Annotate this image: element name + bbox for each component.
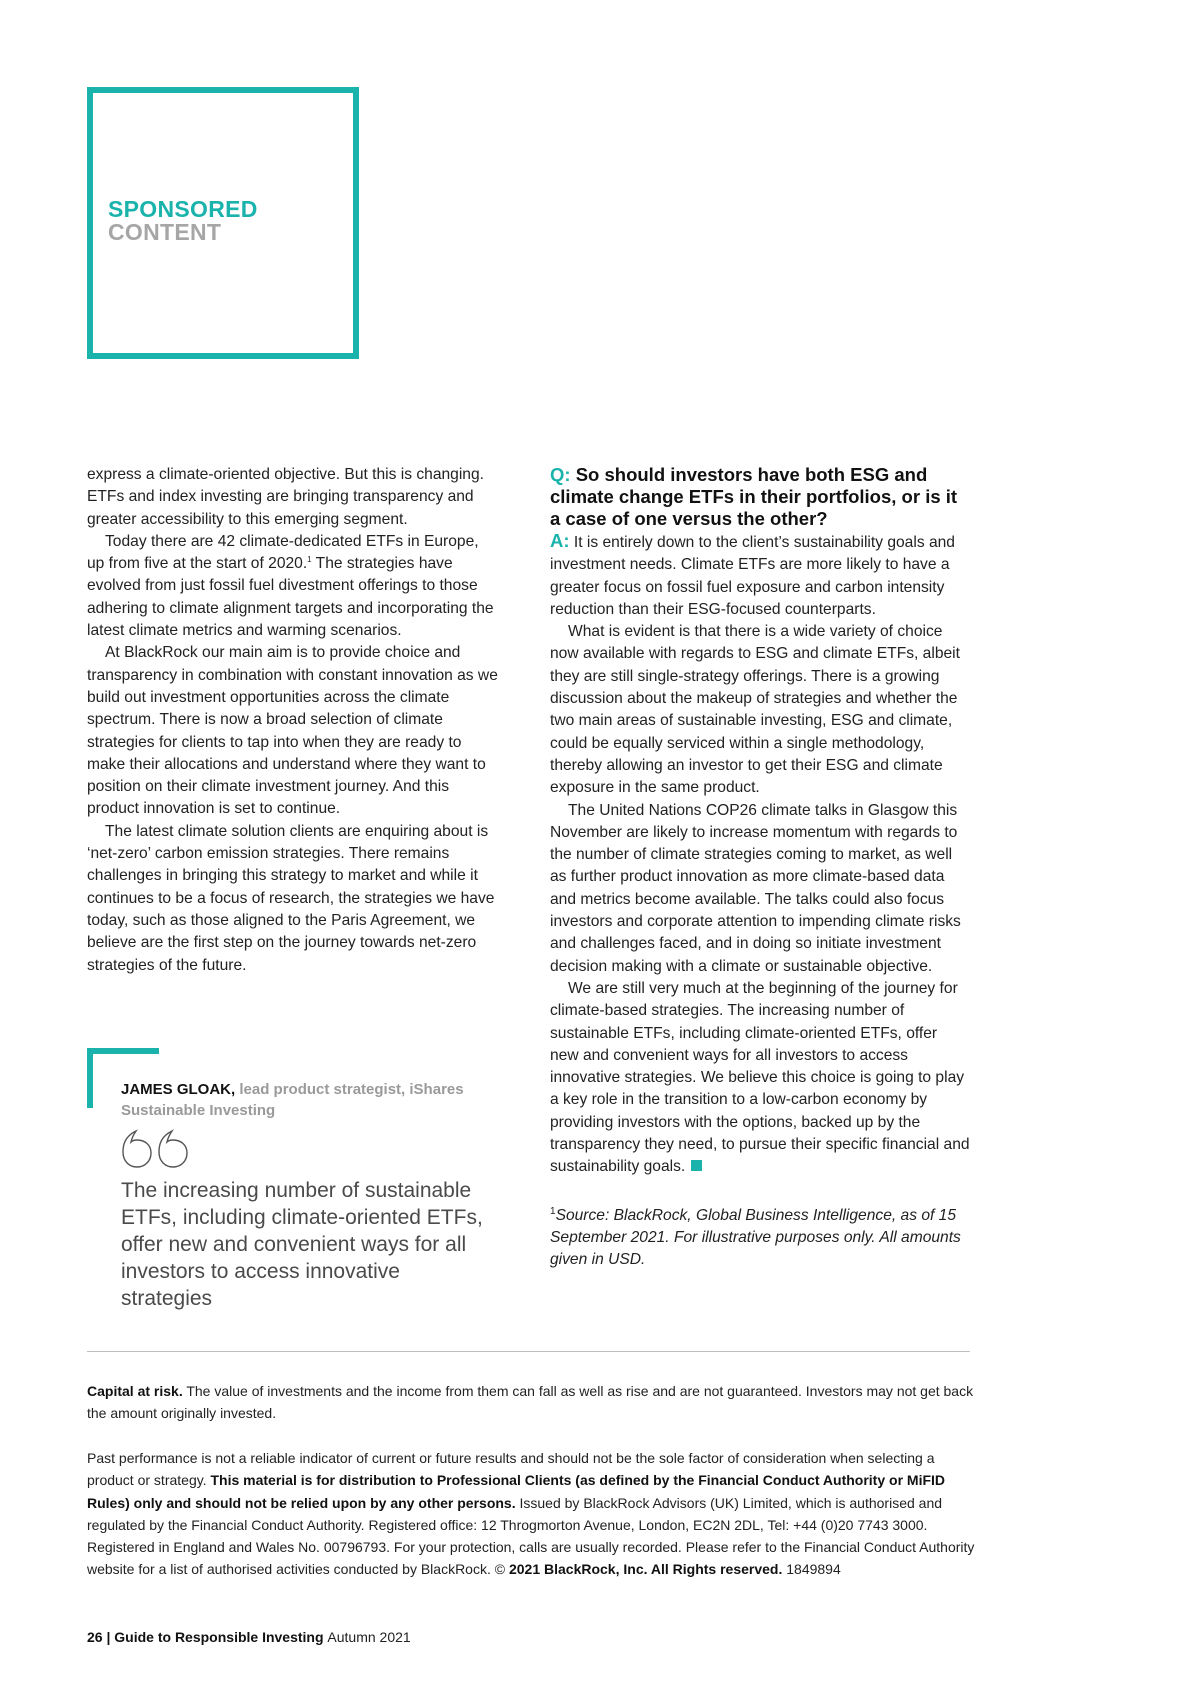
publication-title: Guide to Responsible Investing: [114, 1629, 324, 1645]
author-name: JAMES GLOAK,: [121, 1081, 236, 1098]
answer-label: A:: [550, 530, 570, 551]
disclaimer-1-bold: Capital at risk.: [87, 1383, 183, 1399]
issue-label: Autumn 2021: [327, 1629, 411, 1645]
question-text: So should investors have both ESG and climate change ETFs in their portfolios, or is it a case of one versus the other?: [550, 464, 958, 529]
quote-marks-icon: [120, 1128, 200, 1170]
answer-paragraph-1: [550, 530, 970, 621]
answer-paragraph-1-text: It is entirely down to the client’s sustainability goals and investment needs. Climate ETFs are more likely to have a greater focus on fossil fuel exposure and carbon intensity reduction than their ESG-focused counterparts.: [550, 534, 955, 618]
footnote: [550, 1201, 970, 1272]
end-of-article-icon: [691, 1160, 702, 1171]
footer-separator: |: [102, 1629, 115, 1645]
answer-paragraph-2: What is evident is that there is a wide variety of choice now available with regards to ESG and climate ETFs, albeit they are still single-strategy offerings. There is a growing discussion about the makeup of strategies and whether the two main areas of sustainable investing, ESG and climate, could be equally serviced within a single methodology, thereby allowing an investor to get their ESG and climate exposure in the same product.: [550, 623, 960, 797]
footnote-reference: 1: [307, 555, 312, 564]
disclaimer-capital-at-risk: [87, 1380, 977, 1425]
page-footer: [87, 1627, 411, 1647]
answer-paragraph-4: [550, 978, 970, 1179]
footnote-text: Source: BlackRock, Global Business Intelligence, as of 15 September 2021. For illustrative purposes only. All amounts given in USD.: [550, 1206, 961, 1269]
left-paragraph-3: At BlackRock our main aim is to provide choice and transparency in combination with constant innovation as we build out investment opportunities across the climate spectrum. There is now a broad selection of climate strategies for clients to tap into when they are ready to make their allocations and understand where they want to position on their climate investment journey. And this product innovation is set to continue.: [87, 644, 498, 818]
disclaimer-2-bold-1: This material is for distribution to Professional Clients (as defined by the Financial Conduct Authority or MiFID Rules) only and should not be relied upon by any other persons.: [87, 1472, 946, 1511]
left-paragraph-2-text-b: The strategies have evolved from just fossil fuel divestment offerings to those adhering to climate alignment targets and incorporating the latest climate metrics and warming scenarios.: [87, 555, 494, 640]
section-divider: [87, 1351, 970, 1352]
sponsored-label-line1: SPONSORED: [108, 196, 258, 222]
left-paragraph-4: The latest climate solution clients are enquiring about is ‘net-zero’ carbon emission strategies. There remains challenges in bringing this strategy to market and while it continues to be a focus of research, the strategies we have today, such as those aligned to the Paris Agreement, we believe are the first step on the journey towards net-zero strategies of the future.: [87, 822, 495, 974]
pull-quote-text: The increasing number of sustainable ETFs, including climate-oriented ETFs, offer new and convenient ways for all investors to access innovative strategies: [121, 1179, 483, 1310]
footnote-number: 1: [550, 1205, 556, 1217]
right-column: [550, 464, 970, 1272]
left-column: [87, 464, 500, 977]
disclaimer-2-text-3: 1849894: [782, 1561, 841, 1578]
sponsored-label-line2: CONTENT: [108, 219, 222, 245]
left-paragraph-1: express a climate-oriented objective. But this is changing. ETFs and index investing are bringing transparency and greater accessibility to this emerging segment.: [87, 466, 484, 528]
disclaimer-2-text-1: Past performance is not a reliable indicator of current or future results and should not be the sole factor of consideration when selecting a product or strategy.: [87, 1450, 935, 1489]
author-role: lead product strategist, iShares Sustainable Investing: [121, 1081, 464, 1119]
question: [550, 464, 970, 530]
left-paragraph-2-text-a: Today there are 42 climate-dedicated ETFs in Europe, up from five at the start of 2020.: [87, 532, 479, 573]
answer-paragraph-3: The United Nations COP26 climate talks in Glasgow this November are likely to increase momentum with regards to the number of climate strategies coming to market, as well as further product innovation as more climate-based data and metrics become available. The talks could also focus investors and corporate attention to impending climate risks and challenges faced, and in doing so initiate investment decision making with a climate or sustainable objective.: [550, 801, 961, 975]
disclaimer-1-text: The value of investments and the income from them can fall as well as rise and are not guaranteed. Investors may not get back the amount originally invested.: [87, 1383, 974, 1422]
page-number: 26: [87, 1629, 103, 1645]
answer-paragraph-4-text: We are still very much at the beginning of the journey for climate-based strategies. The increasing number of sustainable ETFs, including climate-oriented ETFs, offer new and convenient ways for all investors to access innovative strategies. We believe this choice is going to play a key role in the transition to a low-carbon economy by providing investors with the options, backed up by the transparency they need, to pursue their specific financial and sustainability goals.: [550, 979, 970, 1176]
sponsored-content-label: [108, 198, 258, 244]
left-paragraph-2: [87, 531, 500, 642]
disclaimer-2-text-2: Issued by BlackRock Advisors (UK) Limited, which is authorised and regulated by the Financial Conduct Authority. Registered office: 12 Throgmorton Avenue, London, EC2N 2DL, Tel: +44 (0)20 7743 3000. Registered in England and Wales No. 00796793. For your protection, calls are usually recorded. Please refer to the Financial Conduct Authority website for a list of authorised activities conducted by BlackRock. ©: [87, 1494, 975, 1578]
disclaimer-2-bold-2: 2021 BlackRock, Inc. All Rights reserved.: [508, 1561, 783, 1578]
disclaimer-regulatory: [87, 1447, 977, 1581]
pull-quote-author: [121, 1079, 501, 1121]
question-label: Q:: [550, 464, 571, 485]
